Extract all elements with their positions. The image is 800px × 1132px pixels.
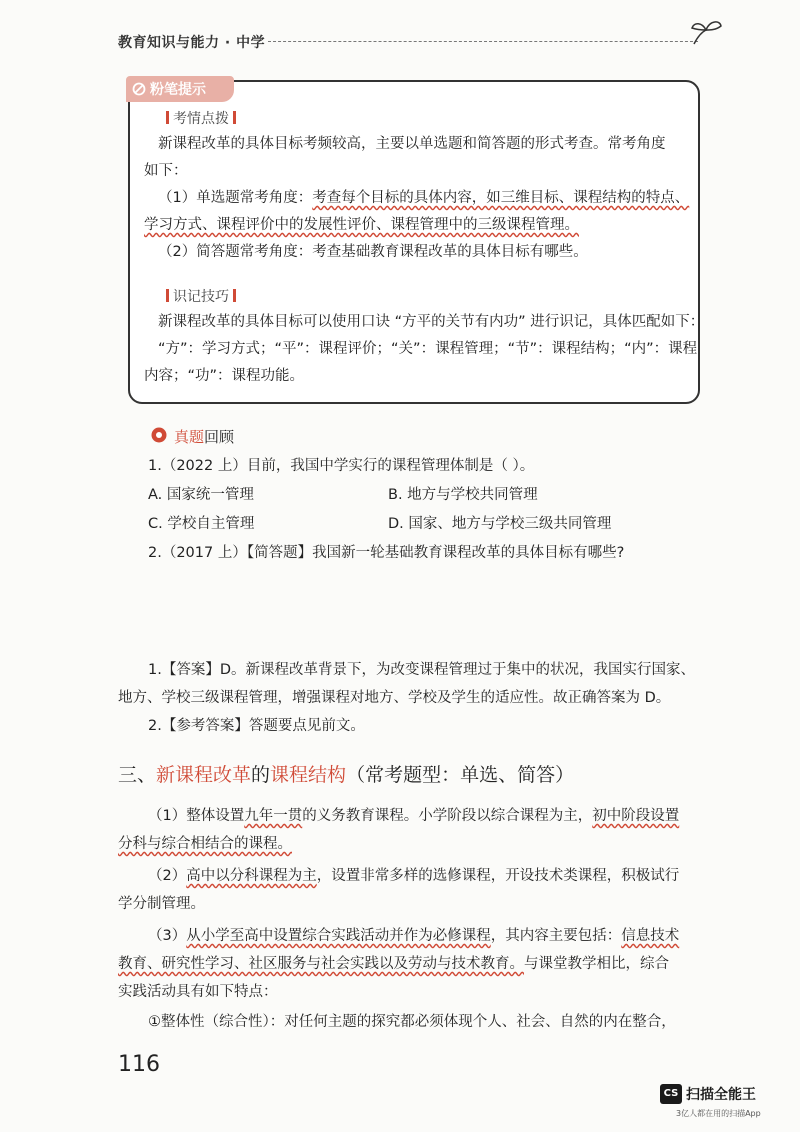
item1-prefix: （1）单选题常考角度：: [158, 190, 313, 206]
kaoqing-intro-1: 新课程改革的具体目标考频较高，主要以单选题和简答题的形式考查。常考角度: [158, 136, 666, 152]
tip-box: [128, 80, 705, 404]
shiji-line-2: “方”：学习方式；“平”：课程评价；“关”：课程管理；“节”：课程结构；“内”：课程: [158, 341, 698, 357]
option-a: A. 国家统一管理: [148, 487, 254, 503]
p3-b: 从小学至高中设置综合实践活动并作为必修课程: [186, 928, 491, 944]
shiji-title: [162, 286, 240, 306]
para-1-line-2: 分科与综合相结合的课程。: [118, 836, 292, 852]
section-join: 的: [251, 764, 271, 786]
scanner-tagline: 3亿人都在用的扫描App: [676, 1109, 761, 1118]
tip-tab: [126, 76, 234, 102]
item1-highlight: 考查每个目标的具体内容，如三维目标、课程结构的特点、: [312, 190, 690, 206]
p1-c: 的义务教育课程。小学阶段以综合课程为主，: [302, 808, 593, 824]
p1-a: （1）整体设置: [148, 808, 245, 824]
scanner-name: 扫描全能王: [686, 1087, 756, 1103]
kaoqing-item-1: [158, 188, 689, 208]
option-d: D. 国家、地方与学校三级共同管理: [388, 516, 612, 532]
para-2-line-1: [148, 866, 679, 886]
option-c: C. 学校自主管理: [148, 516, 255, 532]
p2-c: ，设置非常多样的选修课程，开设技术类课程，积极试行: [316, 868, 680, 884]
p3-d: 信息技术: [621, 928, 680, 944]
section-term-2: 课程结构: [270, 764, 347, 786]
question-1: 1.（2022 上）目前，我国中学实行的课程管理体制是（ ）。: [148, 458, 535, 474]
tip-tab-label: 粉笔提示: [150, 82, 206, 98]
header-divider: [268, 41, 698, 42]
p3-e: 教育、研究性学习、社区服务与社会实践以及劳动与技术教育。: [118, 956, 524, 972]
question-2: 2.（2017 上）【简答题】我国新一轮基础教育课程改革的具体目标有哪些?: [148, 545, 625, 561]
p3-c: ，其内容主要包括：: [490, 928, 622, 944]
review-title-a: 真题: [174, 428, 205, 446]
page-header: [118, 28, 718, 58]
sprout-icon: [688, 18, 724, 46]
section-type: （常考题型：单选、简答）: [346, 764, 575, 786]
option-b: B. 地方与学校共同管理: [388, 487, 538, 503]
answer-1-line-1: 1.【答案】D。新课程改革背景下，为改变课程管理过于集中的状况，我国实行国家、: [148, 662, 695, 678]
p2-b: 高中以分科课程为主: [186, 868, 317, 884]
shiji-title-text: 识记技巧: [173, 289, 229, 305]
para-3-line-3: 实践活动具有如下特点：: [118, 984, 278, 1000]
para-1-line-1: [148, 806, 679, 826]
header-title: 教育知识与能力 · 中学: [118, 35, 266, 51]
para-2-line-2: 学分制管理。: [118, 896, 205, 912]
gear-icon: [150, 426, 168, 444]
shiji-line-1: 新课程改革的具体目标可以使用口诀 “方平的关节有内功” 进行识记，具体匹配如下：: [158, 314, 705, 330]
kaoqing-title-text: 考情点拨: [173, 111, 229, 127]
p3-f: 与课堂教学相比，综合: [524, 956, 669, 972]
section-num: 三、: [118, 764, 157, 786]
p1-b: 九年一贯: [244, 808, 303, 824]
answer-1-line-2: 地方、学校三级课程管理，增强课程对地方、学校及学生的适应性。故正确答案为 D。: [118, 690, 671, 706]
kaoqing-intro-2: 如下：: [144, 163, 188, 179]
shiji-line-3: 内容；“功”：课程功能。: [144, 368, 305, 384]
review-title-b: 回顾: [204, 428, 235, 446]
scanner-logo: CS: [660, 1084, 682, 1104]
para-4-line-1: ①整体性（综合性）：对任何主题的探究都必须体现个人、社会、自然的内在整合，: [148, 1014, 676, 1030]
para-3-line-1: [148, 926, 679, 946]
prohibit-icon: [132, 82, 146, 96]
kaoqing-item-1-cont: 学习方式、课程评价中的发展性评价、课程管理中的三级课程管理。: [144, 217, 579, 233]
section-term-1: 新课程改革: [156, 764, 252, 786]
p1-d: 初中阶段设置: [592, 808, 680, 824]
kaoqing-item-2: （2）简答题常考角度：考查基础教育课程改革的具体目标有哪些。: [158, 244, 588, 260]
answer-2: 2.【参考答案】答题要点见前文。: [148, 718, 365, 734]
p3-a: （3）: [148, 928, 187, 944]
kaoqing-title: [162, 108, 240, 128]
page-number: 116: [118, 1052, 160, 1077]
review-title: [174, 426, 234, 447]
section-heading: [118, 760, 574, 787]
p2-a: （2）: [148, 868, 187, 884]
para-3-line-2: [118, 954, 669, 974]
